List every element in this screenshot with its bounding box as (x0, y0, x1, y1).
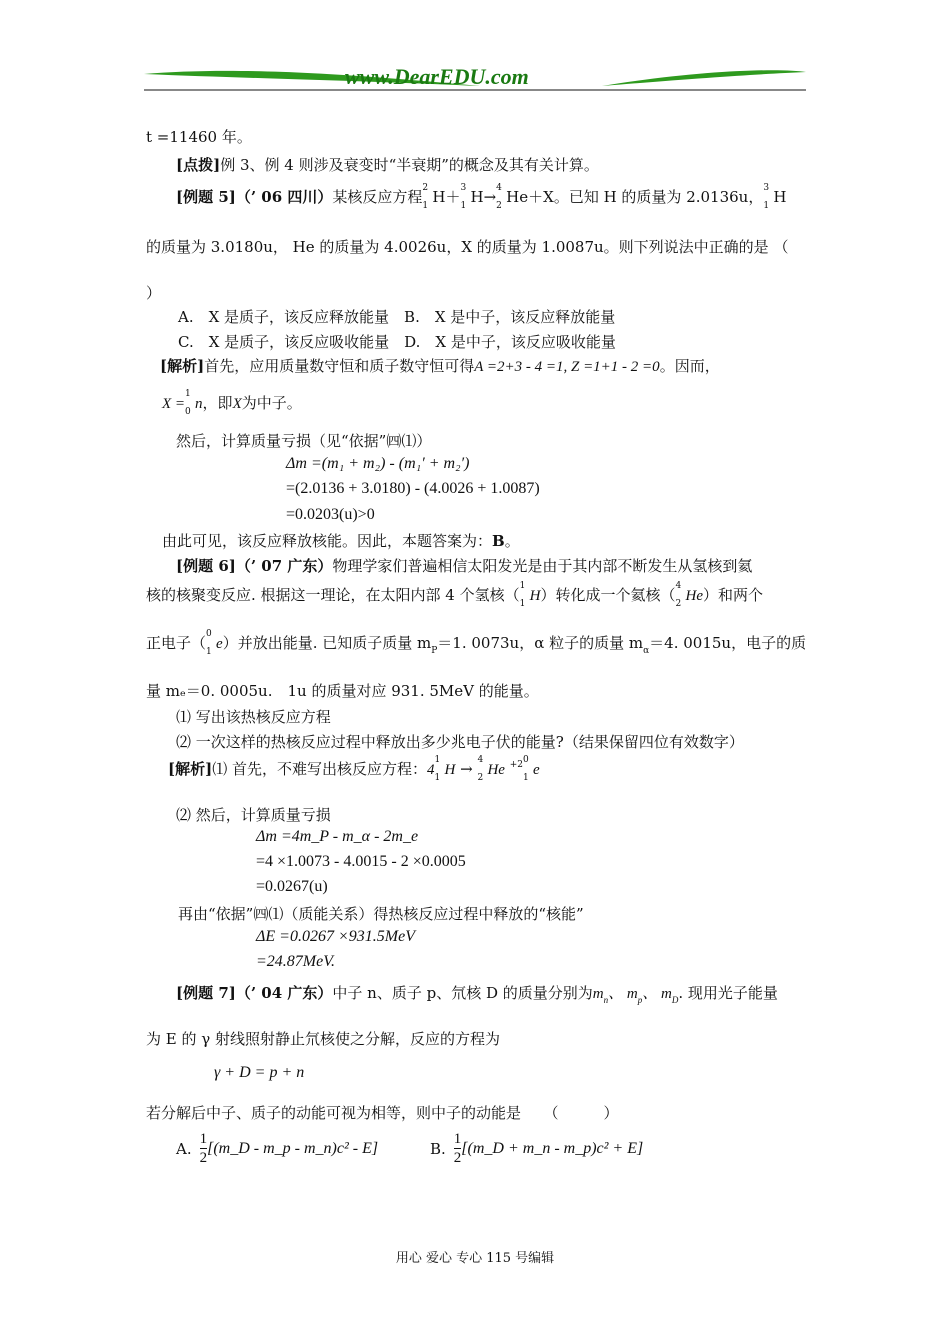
sol5-line2: X = 1 0 n，即X为中子。 (162, 389, 302, 417)
sol5-answer: B (492, 532, 505, 550)
site-logo[interactable]: www.DearEDU.com (345, 64, 529, 89)
ex7-B-expr: [(m_D + m_n - m_p)c² + E] (461, 1139, 644, 1157)
right-swoosh (602, 70, 806, 86)
half-num-A: 1 (199, 1131, 208, 1147)
tip-paragraph (176, 154, 599, 175)
ex5-text: 某核反应方程 (332, 188, 423, 206)
page-footer: 用心 爱心 专心 115 号编辑 (395, 1251, 555, 1266)
sol5-end: 。 (504, 532, 520, 550)
sol5-line3: 然后，计算质量亏损（见“依据”㈣⑴） (176, 432, 432, 450)
eq-line-2: =(2.0136 + 3.0180) - (4.0026 + 1.0087) (286, 480, 540, 497)
sol5-conclusion: 由此可见，该反应释放核能。因此，本题答案为： (162, 532, 493, 550)
option-A-B: A. X 是质子，该反应释放能量 B. X 是中子，该反应释放能量 (178, 308, 616, 326)
sol5-n: n (195, 396, 203, 412)
ex5-line3: ） (146, 284, 162, 302)
ex6-line4: 量 mₑ＝0. 0005u. 1u 的质量对应 931. 5MeV 的能量。 (146, 682, 539, 700)
half-fraction-B (454, 1130, 462, 1167)
eq-line-4: Δm =4m_P - m_α - 2m_e (256, 828, 419, 845)
ex6-line3: 正电子（ 0 1 e）并放出能量. 已知质子质量 $m_P=1$. 0073u，α 粒子的质量 $m_\alpha=4$. 0015u，电子的质 (146, 629, 807, 657)
tip-text: 例 3、例 4 则涉及衰变时“半衰期”的概念及其有关计算。 (220, 156, 599, 174)
sol5-neutron: 为中子。 (241, 394, 302, 412)
ex6-text: 物理学家们普遍相信太阳发光是由于其内部不断发生从氢核到氦 (332, 557, 753, 575)
ex6-line1 (176, 555, 752, 576)
ex7-A-label: A. (176, 1139, 192, 1158)
ex7-A-expr: [(m_D - m_p - m_n)c² - E] (207, 1139, 379, 1157)
eq-line-1: Δm =(m₁ + m₂) - (m₁′ + m₂′) (286, 455, 470, 472)
ex7-l1b: . 现用光子能量 (678, 984, 778, 1002)
sol5-tail: 。因而， (659, 357, 720, 375)
ex7-l1a: 中子 n、质子 p、氘核 D 的质量分别为 (332, 984, 593, 1002)
ex7-line1: [例题 7]（’ 04 广东）中子 n、质子 p、氘核 D 的质量分别为$m_n$、 $m_p$、 $m_D$. 现用光子能量 (176, 984, 778, 1005)
sol5-line1 (160, 355, 720, 376)
ex5-mass: 。已知 H 的质量为 2.0136u， (553, 188, 764, 206)
eq-line-3: =0.0203(u)>0 (286, 506, 375, 523)
sol5-ji: ，即 (202, 394, 233, 412)
ex6-l2b: ）转化成一个氦核（ (540, 586, 676, 604)
sol5-x: X = (162, 396, 186, 412)
ex6-l3a: 正电子（ (146, 634, 207, 652)
sol5-tag: [解析] (160, 357, 205, 375)
tip-tag: [点拨] (176, 156, 221, 174)
ex7-tag: [例题 7]（’ 04 广东） (176, 984, 333, 1002)
option-C-D: C. X 是质子，该反应吸收能量 D. X 是中子，该反应吸收能量 (178, 333, 616, 351)
ex5-line1: [例题 5]（’ 06 四川）某核反应方程 2 1 H＋ 3 1 H→ 4 2 He＋X。已知 H 的质量为 2.0136u， 3 1 H (176, 183, 787, 211)
eq-line-6: =0.0267(u) (256, 878, 328, 895)
sol6-line1: [解析]⑴ 首先，不难写出核反应方程：4 1 1 H → 4 2 He $^{+2}$ 0 1 e (168, 755, 540, 783)
sol6-text: ⑴ 首先，不难写出核反应方程： (212, 760, 427, 778)
sol5-eq: A =2+3 - 4 =1, Z =1+1 - 2 =0 (474, 359, 660, 375)
sol6-line2: ⑵ 然后，计算质量亏损 (176, 806, 331, 824)
ex7-equation: γ + D = p + n (214, 1064, 305, 1081)
ex5-line2: 的质量为 3.0180u， He 的质量为 4.0026u，X 的质量为 1.0087u。则下列说法中正确的是 （ (146, 238, 789, 256)
eq-line-8: =24.87MeV. (256, 953, 335, 970)
ex6-question2: ⑵ 一次这样的热核反应过程中释放出多少兆电子伏的能量?（结果保留四位有效数字） (176, 733, 744, 751)
half-den-A: 2 (199, 1150, 208, 1166)
ex6-line2: 核的核聚变反应. 根据这一理论，在太阳内部 4 个氢核（ 1 1 H）转化成一个氦核（ 4 2 He）和两个 (146, 581, 763, 609)
ex6-l3c: ＝1. 0073u，α 粒子的质量 m (437, 634, 644, 652)
sol6-line3: 再由“依据”㈣⑴（质能关系）得热核反应过程中释放的“核能” (178, 905, 584, 923)
half-num-B: 1 (453, 1131, 462, 1147)
sol5-x2: X (232, 396, 242, 412)
ex7-line3: 若分解后中子、质子的动能可视为相等，则中子的动能是 （ ） (146, 1104, 619, 1122)
ex6-l2a: 核的核聚变反应. 根据这一理论，在太阳内部 4 个氢核（ (146, 586, 520, 604)
ex7-option-B (430, 1130, 643, 1167)
sol5-text: 首先，应用质量数守恒和质子数守恒可得 (204, 357, 475, 375)
half-fraction-A (200, 1130, 208, 1167)
ex6-tag: [例题 6]（’ 07 广东） (176, 557, 333, 575)
eq-line-5: =4 ×1.0073 - 4.0015 - 2 ×0.0005 (256, 853, 466, 870)
ex7-option-A (176, 1130, 378, 1167)
sol5-line4 (162, 530, 520, 551)
ex7-line2: 为 E 的 γ 射线照射静止氘核使之分解，反应的方程为 (146, 1030, 500, 1048)
ex6-question1: ⑴ 写出该热核反应方程 (176, 708, 331, 726)
ex5-tag: [例题 5]（’ 06 四川） (176, 188, 333, 206)
half-den-B: 2 (453, 1150, 462, 1166)
ex6-l3b: ）并放出能量. 已知质子质量 m (222, 634, 432, 652)
sol6-tag: [解析] (168, 760, 213, 778)
ex7-B-label: B. (430, 1139, 446, 1158)
result-line: t =11460 年。 (146, 128, 252, 146)
ex6-l3d: ＝4. 0015u，电子的质 (649, 634, 807, 652)
ex6-l2c: ）和两个 (702, 586, 763, 604)
eq-line-7: ΔE =0.0267 ×931.5MeV (256, 928, 415, 945)
